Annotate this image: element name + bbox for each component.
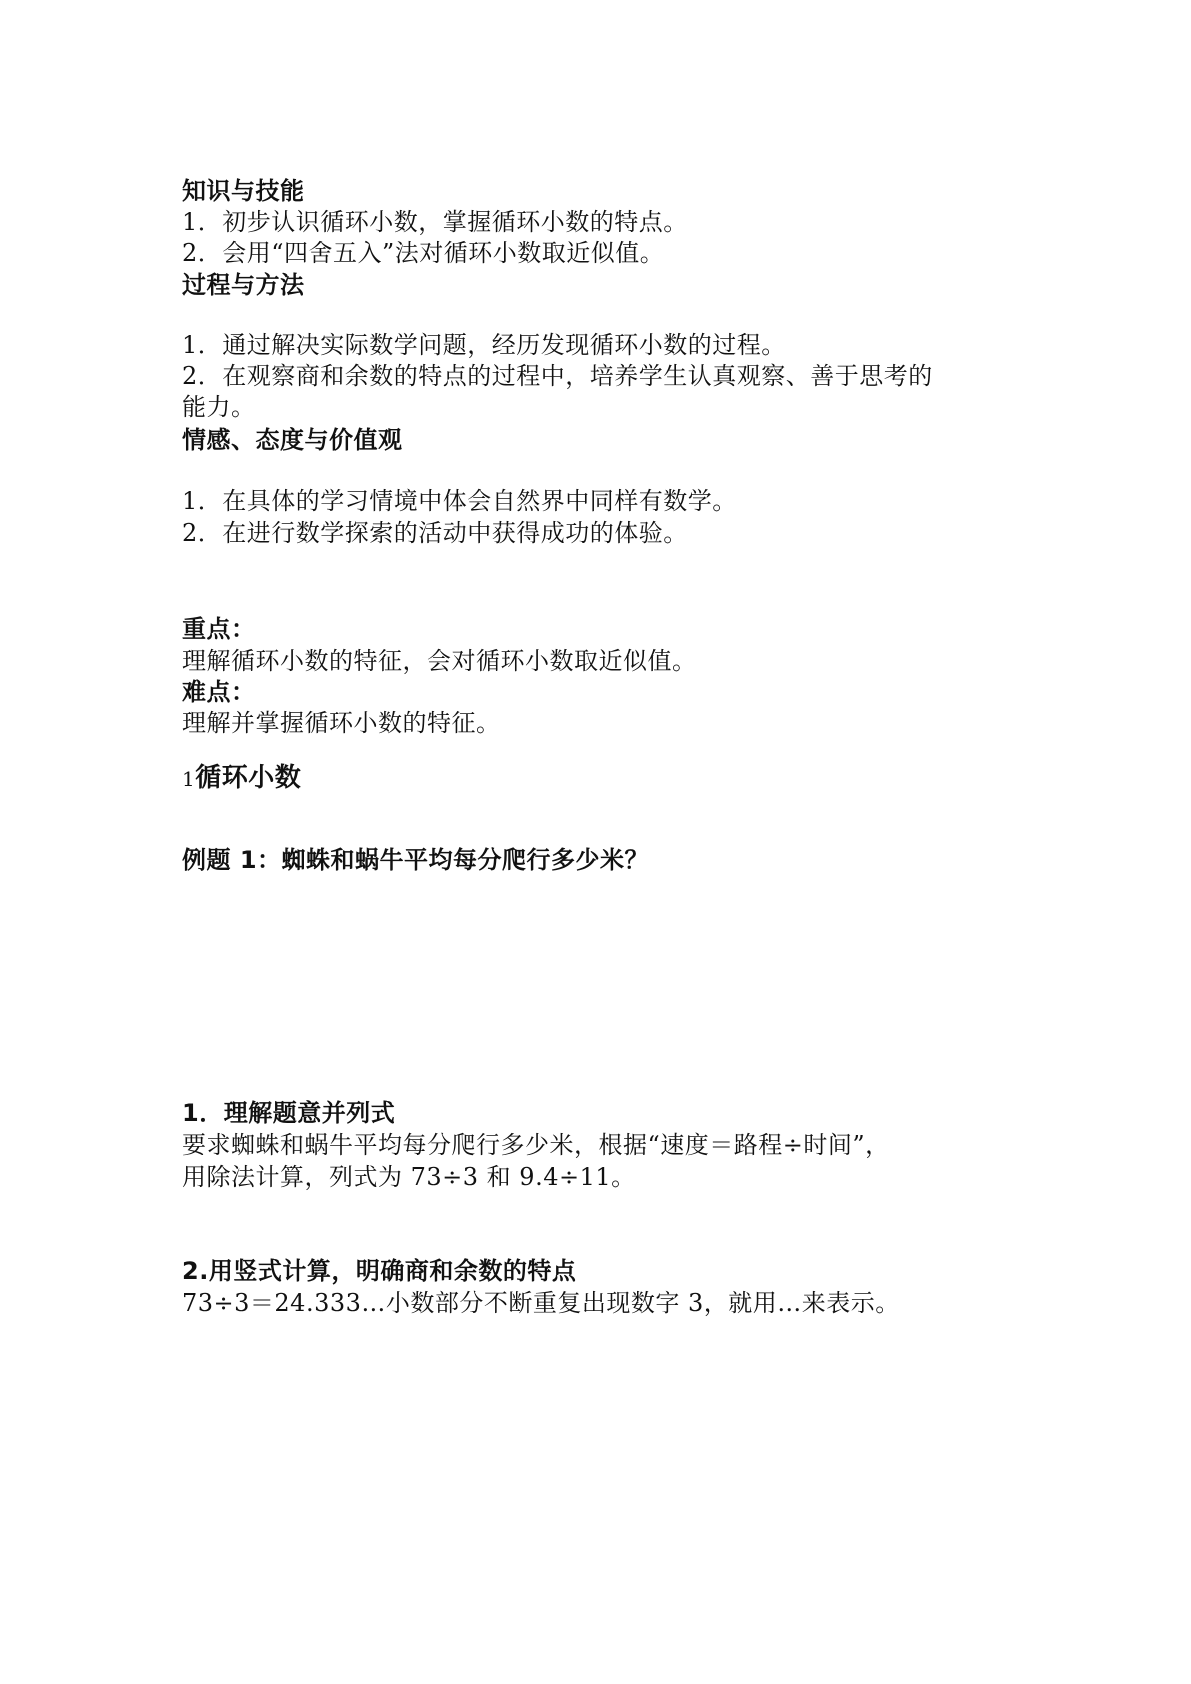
difficulty-label: 难点：	[182, 678, 256, 706]
emotion-item-2: 2．在进行数学探索的活动中获得成功的体验。	[182, 519, 688, 547]
step-2-heading: 2.用竖式计算，明确商和余数的特点	[182, 1257, 577, 1285]
emotion-heading: 情感、态度与价值观	[182, 426, 403, 454]
process-item-2-cont: 能力。	[182, 393, 256, 421]
knowledge-item-1: 1．初步认识循环小数，掌握循环小数的特点。	[182, 208, 688, 236]
process-heading: 过程与方法	[182, 271, 305, 299]
step-1-heading: 1．理解题意并列式	[182, 1099, 396, 1127]
knowledge-heading: 知识与技能	[182, 177, 305, 205]
step-1-line-1: 要求蜘蛛和蜗牛平均每分爬行多少米，根据“速度＝路程÷时间”，	[182, 1131, 890, 1159]
section-title-text: 循环小数	[195, 763, 302, 793]
difficulty-text: 理解并掌握循环小数的特征。	[182, 709, 501, 737]
step-1-line-2: 用除法计算，列式为 73÷3 和 9.4÷11。	[182, 1163, 636, 1191]
example-title: 例题 1：蜘蛛和蜗牛平均每分爬行多少米？	[182, 846, 650, 874]
process-item-2: 2．在观察商和余数的特点的过程中，培养学生认真观察、善于思考的	[182, 362, 933, 390]
knowledge-item-2: 2．会用“四舍五入”法对循环小数取近似值。	[182, 239, 665, 267]
focus-label: 重点：	[182, 615, 256, 643]
focus-text: 理解循环小数的特征，会对循环小数取近似值。	[182, 647, 697, 675]
process-item-1: 1．通过解决实际数学问题，经历发现循环小数的过程。	[182, 331, 786, 359]
section-title	[182, 763, 301, 794]
section-number: 1	[182, 767, 196, 791]
emotion-item-1: 1．在具体的学习情境中体会自然界中同样有数学。	[182, 487, 737, 515]
step-2-line-1: 73÷3＝24.333…小数部分不断重复出现数字 3，就用…来表示。	[182, 1289, 900, 1317]
